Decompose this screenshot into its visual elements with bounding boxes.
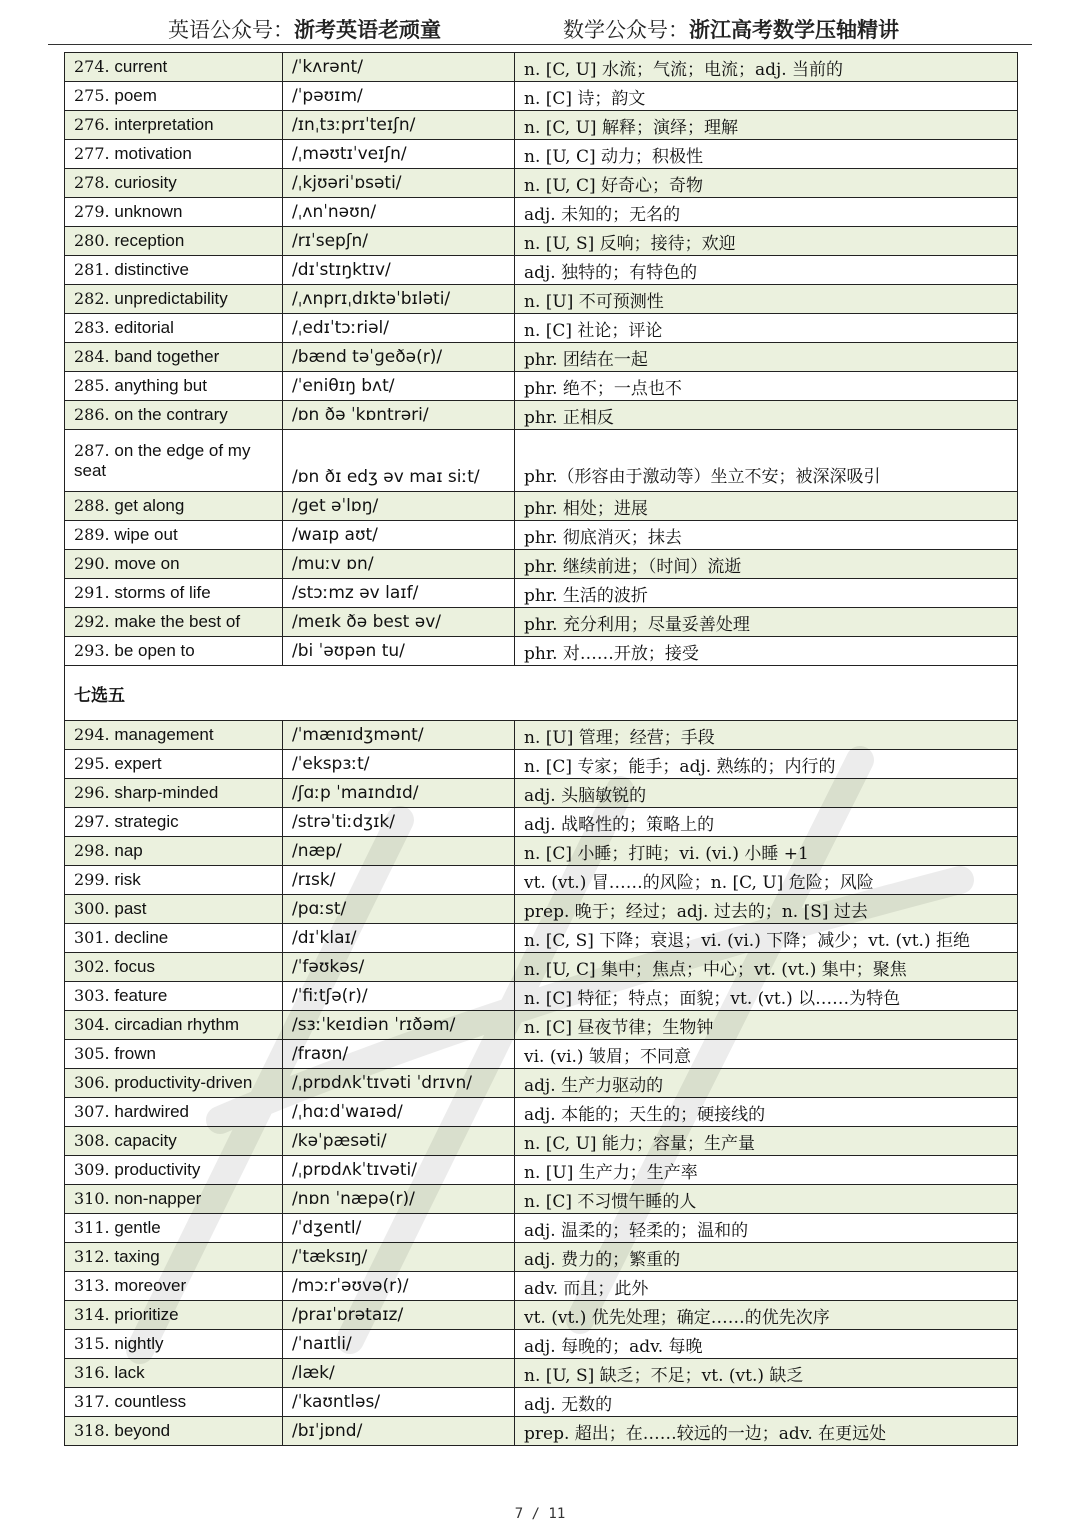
entry-number: 312. bbox=[74, 1247, 110, 1266]
entry-word: hardwired bbox=[114, 1102, 190, 1121]
meaning-cell: prep. 晚于；经过；adj. 过去的；n. [S] 过去 bbox=[515, 895, 1018, 924]
entry-word: expert bbox=[114, 754, 162, 773]
entry-number: 308. bbox=[74, 1131, 110, 1150]
entry-word: lack bbox=[114, 1363, 145, 1382]
entry-number: 315. bbox=[74, 1334, 110, 1353]
entry-word: unknown bbox=[114, 202, 183, 221]
vocabulary-rows-part-1 bbox=[65, 53, 1018, 666]
vocab-entry-cell bbox=[65, 924, 283, 953]
vocab-entry-cell bbox=[65, 1156, 283, 1185]
entry-word: nightly bbox=[114, 1334, 164, 1353]
vocab-entry-cell bbox=[65, 608, 283, 637]
meaning-cell: adj. 费力的；繁重的 bbox=[515, 1243, 1018, 1272]
meaning-cell: phr. 绝不；一点也不 bbox=[515, 372, 1018, 401]
phonetic-cell: /kəˈpæsəti/ bbox=[283, 1127, 515, 1156]
phonetic-cell: /ˌhɑːdˈwaɪəd/ bbox=[283, 1098, 515, 1127]
phonetic-cell: /ˈkʌrənt/ bbox=[283, 53, 515, 82]
phonetic-cell: /ˌprɒdʌkˈtɪvəti/ bbox=[283, 1156, 515, 1185]
meaning-cell: phr. 充分利用；尽量妥善处理 bbox=[515, 608, 1018, 637]
vocab-entry-cell bbox=[65, 140, 283, 169]
meaning-cell: n. [C, U] 解释；演绎；理解 bbox=[515, 111, 1018, 140]
phonetic-cell: /ˌedɪˈtɔːriəl/ bbox=[283, 314, 515, 343]
vocab-row bbox=[65, 53, 1018, 82]
phonetic-cell: /strəˈtiːdʒɪk/ bbox=[283, 808, 515, 837]
entry-number: 291. bbox=[74, 583, 110, 602]
vocab-entry-cell bbox=[65, 1011, 283, 1040]
vocab-entry-cell bbox=[65, 1301, 283, 1330]
phonetic-cell: /dɪˈstɪŋktɪv/ bbox=[283, 256, 515, 285]
page-header bbox=[48, 8, 1032, 45]
vocabulary-table bbox=[64, 52, 1018, 1446]
vocab-entry-cell bbox=[65, 953, 283, 982]
entry-word: poem bbox=[114, 86, 157, 105]
meaning-cell: vt. (vt.) 优先处理；确定……的优先次序 bbox=[515, 1301, 1018, 1330]
vocab-row bbox=[65, 1098, 1018, 1127]
entry-number: 276. bbox=[74, 115, 110, 134]
vocab-row bbox=[65, 779, 1018, 808]
entry-word: past bbox=[114, 899, 147, 918]
vocab-row bbox=[65, 866, 1018, 895]
entry-number: 283. bbox=[74, 318, 110, 337]
vocab-entry-cell bbox=[65, 198, 283, 227]
vocab-entry-cell bbox=[65, 53, 283, 82]
vocab-row bbox=[65, 924, 1018, 953]
meaning-cell: n. [U, S] 缺乏；不足；vt. (vt.) 缺乏 bbox=[515, 1359, 1018, 1388]
meaning-cell: n. [U, S] 反响；接待；欢迎 bbox=[515, 227, 1018, 256]
phonetic-cell: /ɡet əˈlɒŋ/ bbox=[283, 492, 515, 521]
vocab-row bbox=[65, 372, 1018, 401]
meaning-cell: adj. 生产力驱动的 bbox=[515, 1069, 1018, 1098]
phonetic-cell: /ɪnˌtɜːprɪˈteɪʃn/ bbox=[283, 111, 515, 140]
vocab-entry-cell bbox=[65, 82, 283, 111]
meaning-cell: n. [U, C] 集中；焦点；中心；vt. (vt.) 集中；聚焦 bbox=[515, 953, 1018, 982]
vocab-row bbox=[65, 169, 1018, 198]
vocab-entry-cell bbox=[65, 401, 283, 430]
vocab-entry-cell bbox=[65, 492, 283, 521]
entry-number: 301. bbox=[74, 928, 110, 947]
meaning-cell: adv. 而且；此外 bbox=[515, 1272, 1018, 1301]
phonetic-cell: /mɔːrˈəʊvə(r)/ bbox=[283, 1272, 515, 1301]
entry-number: 294. bbox=[74, 725, 110, 744]
vocab-row bbox=[65, 608, 1018, 637]
meaning-cell: n. [C] 诗；韵文 bbox=[515, 82, 1018, 111]
entry-word: focus bbox=[114, 957, 155, 976]
entry-number: 277. bbox=[74, 144, 110, 163]
vocab-row bbox=[65, 256, 1018, 285]
entry-number: 316. bbox=[74, 1363, 110, 1382]
entry-word: wipe out bbox=[114, 525, 178, 544]
vocab-entry-cell bbox=[65, 1214, 283, 1243]
phonetic-cell: /fraʊn/ bbox=[283, 1040, 515, 1069]
entry-word: move on bbox=[114, 554, 180, 573]
section-heading-row-group bbox=[65, 666, 1018, 721]
vocab-entry-cell bbox=[65, 372, 283, 401]
entry-word: unpredictability bbox=[114, 289, 228, 308]
vocab-entry-cell bbox=[65, 1417, 283, 1446]
entry-word: distinctive bbox=[114, 260, 189, 279]
phonetic-cell: /ˈmænɪdʒmənt/ bbox=[283, 721, 515, 750]
entry-word: make the best of bbox=[114, 612, 241, 631]
meaning-cell: phr. 团结在一起 bbox=[515, 343, 1018, 372]
phonetic-cell: /ˌʌnprɪˌdɪktəˈbɪləti/ bbox=[283, 285, 515, 314]
phonetic-cell: /ˌprɒdʌkˈtɪvəti ˈdrɪvn/ bbox=[283, 1069, 515, 1098]
meaning-cell: n. [U] 管理；经营；手段 bbox=[515, 721, 1018, 750]
vocab-row bbox=[65, 1359, 1018, 1388]
phonetic-cell: /nɒn ˈnæpə(r)/ bbox=[283, 1185, 515, 1214]
entry-number: 305. bbox=[74, 1044, 110, 1063]
vocab-entry-cell bbox=[65, 521, 283, 550]
phonetic-cell: /næp/ bbox=[283, 837, 515, 866]
vocab-row bbox=[65, 1272, 1018, 1301]
meaning-cell: n. [C, U] 能力；容量；生产量 bbox=[515, 1127, 1018, 1156]
entry-number: 307. bbox=[74, 1102, 110, 1121]
entry-word: interpretation bbox=[114, 115, 214, 134]
vocab-row bbox=[65, 492, 1018, 521]
vocab-row bbox=[65, 1040, 1018, 1069]
phonetic-cell: /ˈtæksɪŋ/ bbox=[283, 1243, 515, 1272]
entry-number: 274. bbox=[74, 57, 110, 76]
entry-word: circadian rhythm bbox=[114, 1015, 240, 1034]
meaning-cell: phr. 生活的波折 bbox=[515, 579, 1018, 608]
vocab-entry-cell bbox=[65, 1272, 283, 1301]
entry-number: 303. bbox=[74, 986, 110, 1005]
vocab-entry-cell bbox=[65, 579, 283, 608]
vocab-row bbox=[65, 808, 1018, 837]
phonetic-cell: /muːv ɒn/ bbox=[283, 550, 515, 579]
entry-word: editorial bbox=[114, 318, 174, 337]
vocab-entry-cell bbox=[65, 721, 283, 750]
vocab-row bbox=[65, 953, 1018, 982]
phonetic-cell: /waɪp aʊt/ bbox=[283, 521, 515, 550]
entry-number: 282. bbox=[74, 289, 110, 308]
vocab-entry-cell bbox=[65, 256, 283, 285]
entry-word: strategic bbox=[114, 812, 179, 831]
meaning-cell: prep. 超出；在……较远的一边；adv. 在更远处 bbox=[515, 1417, 1018, 1446]
meaning-cell: adj. 本能的；天生的；硬接线的 bbox=[515, 1098, 1018, 1127]
phonetic-cell: /bænd təˈɡeðə(r)/ bbox=[283, 343, 515, 372]
meaning-cell: n. [U] 不可预测性 bbox=[515, 285, 1018, 314]
entry-number: 280. bbox=[74, 231, 110, 250]
meaning-cell: adj. 独特的；有特色的 bbox=[515, 256, 1018, 285]
entry-word: countless bbox=[114, 1392, 187, 1411]
vocab-row bbox=[65, 343, 1018, 372]
page-number: 7 / 11 bbox=[514, 1506, 566, 1522]
vocab-row bbox=[65, 82, 1018, 111]
entry-number: 302. bbox=[74, 957, 110, 976]
meaning-cell: n. [C] 社论；评论 bbox=[515, 314, 1018, 343]
entry-number: 285. bbox=[74, 376, 110, 395]
vocab-row bbox=[65, 227, 1018, 256]
entry-number: 313. bbox=[74, 1276, 110, 1295]
meaning-cell: phr. 相处；进展 bbox=[515, 492, 1018, 521]
entry-number: 288. bbox=[74, 496, 110, 515]
vocab-row bbox=[65, 1214, 1018, 1243]
english-account-label: 英语公众号：浙考英语老顽童 bbox=[168, 17, 441, 42]
entry-number: 296. bbox=[74, 783, 110, 802]
meaning-cell: n. [C] 小睡；打盹；vi. (vi.) 小睡 +1 bbox=[515, 837, 1018, 866]
entry-number: 286. bbox=[74, 405, 110, 424]
vocab-entry-cell bbox=[65, 285, 283, 314]
phonetic-cell: /ˈkaʊntləs/ bbox=[283, 1388, 515, 1417]
meaning-cell: phr. 继续前进；（时间）流逝 bbox=[515, 550, 1018, 579]
entry-word: storms of life bbox=[114, 583, 211, 602]
vocab-row bbox=[65, 430, 1018, 492]
entry-word: be open to bbox=[114, 641, 195, 660]
entry-word: nap bbox=[114, 841, 143, 860]
phonetic-cell: /ˈpəʊɪm/ bbox=[283, 82, 515, 111]
entry-word: prioritize bbox=[114, 1305, 179, 1324]
meaning-cell: n. [C, S] 下降；衰退；vi. (vi.) 下降；减少；vt. (vt.) 拒绝 bbox=[515, 924, 1018, 953]
vocab-entry-cell bbox=[65, 1069, 283, 1098]
vocab-entry-cell bbox=[65, 1185, 283, 1214]
vocab-entry-cell bbox=[65, 111, 283, 140]
vocab-row bbox=[65, 837, 1018, 866]
vocab-entry-cell bbox=[65, 808, 283, 837]
section-title: 七选五 bbox=[65, 666, 1018, 721]
meaning-cell: adj. 温柔的；轻柔的；温和的 bbox=[515, 1214, 1018, 1243]
entry-word: taxing bbox=[114, 1247, 160, 1266]
entry-word: get along bbox=[114, 496, 185, 515]
vocab-row bbox=[65, 1243, 1018, 1272]
vocab-entry-cell bbox=[65, 837, 283, 866]
entry-word: frown bbox=[114, 1044, 156, 1063]
entry-number: 295. bbox=[74, 754, 110, 773]
phonetic-cell: /ɒn ðɪ edʒ əv maɪ siːt/ bbox=[283, 430, 515, 492]
meaning-cell: adj. 未知的；无名的 bbox=[515, 198, 1018, 227]
vocab-row bbox=[65, 1011, 1018, 1040]
entry-number: 279. bbox=[74, 202, 110, 221]
phonetic-cell: /ˈfiːtʃə(r)/ bbox=[283, 982, 515, 1011]
vocab-row bbox=[65, 1330, 1018, 1359]
vocab-entry-cell bbox=[65, 1127, 283, 1156]
vocab-entry-cell bbox=[65, 1098, 283, 1127]
vocab-row bbox=[65, 750, 1018, 779]
meaning-cell: adj. 每晚的；adv. 每晚 bbox=[515, 1330, 1018, 1359]
meaning-cell: adj. 无数的 bbox=[515, 1388, 1018, 1417]
meaning-cell: adj. 战略性的；策略上的 bbox=[515, 808, 1018, 837]
phonetic-cell: /ˈdʒentl/ bbox=[283, 1214, 515, 1243]
meaning-cell: n. [C] 特征；特点；面貌；vt. (vt.) 以……为特色 bbox=[515, 982, 1018, 1011]
phonetic-cell: /pɑːst/ bbox=[283, 895, 515, 924]
vocab-row bbox=[65, 1301, 1018, 1330]
phonetic-cell: /læk/ bbox=[283, 1359, 515, 1388]
entry-word: band together bbox=[114, 347, 220, 366]
entry-word: non-napper bbox=[114, 1189, 202, 1208]
entry-number: 298. bbox=[74, 841, 110, 860]
meaning-cell: n. [U] 生产力；生产率 bbox=[515, 1156, 1018, 1185]
phonetic-cell: /ˈfəʊkəs/ bbox=[283, 953, 515, 982]
vocabulary-rows-part-2 bbox=[65, 721, 1018, 1446]
phonetic-cell: /sɜːˈkeɪdiən ˈrɪðəm/ bbox=[283, 1011, 515, 1040]
vocab-row bbox=[65, 111, 1018, 140]
entry-word: curiosity bbox=[114, 173, 177, 192]
meaning-cell: vt. (vt.) 冒……的风险；n. [C, U] 危险；风险 bbox=[515, 866, 1018, 895]
vocab-entry-cell bbox=[65, 750, 283, 779]
phonetic-cell: /ˈeniθɪŋ bʌt/ bbox=[283, 372, 515, 401]
meaning-cell: adj. 头脑敏锐的 bbox=[515, 779, 1018, 808]
vocab-row bbox=[65, 198, 1018, 227]
vocab-row bbox=[65, 1069, 1018, 1098]
entry-word: on the edge of my seat bbox=[74, 440, 251, 480]
meaning-cell: n. [C, U] 水流；气流；电流；adj. 当前的 bbox=[515, 53, 1018, 82]
entry-number: 289. bbox=[74, 525, 110, 544]
vocab-row bbox=[65, 721, 1018, 750]
entry-word: beyond bbox=[114, 1421, 171, 1440]
entry-number: 314. bbox=[74, 1305, 110, 1324]
entry-number: 297. bbox=[74, 812, 110, 831]
meaning-cell: n. [C] 不习惯午睡的人 bbox=[515, 1185, 1018, 1214]
vocab-entry-cell bbox=[65, 343, 283, 372]
meaning-cell: phr.（形容由于激动等）坐立不安；被深深吸引 bbox=[515, 430, 1018, 492]
vocab-entry-cell bbox=[65, 982, 283, 1011]
math-account-label: 数学公众号：浙江高考数学压轴精讲 bbox=[563, 17, 899, 42]
vocab-entry-cell bbox=[65, 550, 283, 579]
vocab-row bbox=[65, 637, 1018, 666]
vocab-row bbox=[65, 1185, 1018, 1214]
entry-number: 309. bbox=[74, 1160, 110, 1179]
entry-number: 311. bbox=[74, 1218, 110, 1237]
entry-number: 281. bbox=[74, 260, 110, 279]
vocab-entry-cell bbox=[65, 779, 283, 808]
phonetic-cell: /ˌʌnˈnəʊn/ bbox=[283, 198, 515, 227]
phonetic-cell: /rɪˈsepʃn/ bbox=[283, 227, 515, 256]
entry-number: 306. bbox=[74, 1073, 110, 1092]
phonetic-cell: /meɪk ðə best əv/ bbox=[283, 608, 515, 637]
meaning-cell: phr. 正相反 bbox=[515, 401, 1018, 430]
entry-word: gentle bbox=[114, 1218, 161, 1237]
vocab-row bbox=[65, 401, 1018, 430]
meaning-cell: n. [U, C] 好奇心；奇物 bbox=[515, 169, 1018, 198]
vocab-row bbox=[65, 982, 1018, 1011]
vocab-row bbox=[65, 550, 1018, 579]
vocab-entry-cell bbox=[65, 1359, 283, 1388]
vocab-entry-cell bbox=[65, 169, 283, 198]
meaning-cell: phr. 彻底消灭；抹去 bbox=[515, 521, 1018, 550]
entry-number: 293. bbox=[74, 641, 110, 660]
vocab-entry-cell bbox=[65, 314, 283, 343]
phonetic-cell: /bɪˈjɒnd/ bbox=[283, 1417, 515, 1446]
vocab-row bbox=[65, 314, 1018, 343]
vocab-row bbox=[65, 895, 1018, 924]
meaning-cell: n. [C] 昼夜节律；生物钟 bbox=[515, 1011, 1018, 1040]
vocab-entry-cell bbox=[65, 1040, 283, 1069]
phonetic-cell: /dɪˈklaɪ/ bbox=[283, 924, 515, 953]
meaning-cell: vi. (vi.) 皱眉；不同意 bbox=[515, 1040, 1018, 1069]
phonetic-cell: /stɔːmz əv laɪf/ bbox=[283, 579, 515, 608]
entry-number: 290. bbox=[74, 554, 110, 573]
vocab-row bbox=[65, 1156, 1018, 1185]
meaning-cell: phr. 对……开放；接受 bbox=[515, 637, 1018, 666]
meaning-cell: n. [C] 专家；能手；adj. 熟练的；内行的 bbox=[515, 750, 1018, 779]
phonetic-cell: /praɪˈɒrətaɪz/ bbox=[283, 1301, 515, 1330]
entry-word: current bbox=[114, 57, 168, 76]
entry-number: 275. bbox=[74, 86, 110, 105]
entry-word: on the contrary bbox=[114, 405, 228, 424]
vocab-entry-cell bbox=[65, 430, 283, 492]
vocab-entry-cell bbox=[65, 1388, 283, 1417]
entry-word: feature bbox=[114, 986, 168, 1005]
entry-word: anything but bbox=[114, 376, 207, 395]
entry-number: 310. bbox=[74, 1189, 110, 1208]
vocab-row bbox=[65, 1417, 1018, 1446]
vocab-row bbox=[65, 521, 1018, 550]
phonetic-cell: /rɪsk/ bbox=[283, 866, 515, 895]
entry-word: moreover bbox=[114, 1276, 187, 1295]
entry-word: risk bbox=[114, 870, 141, 889]
entry-number: 292. bbox=[74, 612, 110, 631]
vocab-row bbox=[65, 579, 1018, 608]
entry-number: 300. bbox=[74, 899, 110, 918]
vocab-entry-cell bbox=[65, 227, 283, 256]
phonetic-cell: /ˈnaɪtli/ bbox=[283, 1330, 515, 1359]
vocab-row bbox=[65, 140, 1018, 169]
phonetic-cell: /ʃɑːp ˈmaɪndɪd/ bbox=[283, 779, 515, 808]
entry-word: productivity bbox=[114, 1160, 201, 1179]
phonetic-cell: /ɒn ðə ˈkɒntrəri/ bbox=[283, 401, 515, 430]
vocab-entry-cell bbox=[65, 1243, 283, 1272]
entry-word: management bbox=[114, 725, 214, 744]
entry-number: 317. bbox=[74, 1392, 110, 1411]
entry-number: 304. bbox=[74, 1015, 110, 1034]
entry-word: reception bbox=[114, 231, 185, 250]
entry-word: motivation bbox=[114, 144, 192, 163]
section-heading-row bbox=[65, 666, 1018, 721]
phonetic-cell: /ˈekspɜːt/ bbox=[283, 750, 515, 779]
vocab-entry-cell bbox=[65, 866, 283, 895]
phonetic-cell: /ˌməʊtɪˈveɪʃn/ bbox=[283, 140, 515, 169]
entry-number: 318. bbox=[74, 1421, 110, 1440]
entry-word: sharp-minded bbox=[114, 783, 219, 802]
entry-number: 287. bbox=[74, 440, 110, 460]
entry-number: 284. bbox=[74, 347, 110, 366]
phonetic-cell: /bi ˈəʊpən tu/ bbox=[283, 637, 515, 666]
phonetic-cell: /ˌkjʊəriˈɒsəti/ bbox=[283, 169, 515, 198]
entry-number: 299. bbox=[74, 870, 110, 889]
vocab-entry-cell bbox=[65, 637, 283, 666]
vocab-row bbox=[65, 285, 1018, 314]
entry-word: productivity-driven bbox=[114, 1073, 253, 1092]
vocab-entry-cell bbox=[65, 895, 283, 924]
entry-word: capacity bbox=[114, 1131, 177, 1150]
meaning-cell: n. [U, C] 动力；积极性 bbox=[515, 140, 1018, 169]
vocab-entry-cell bbox=[65, 1330, 283, 1359]
entry-number: 278. bbox=[74, 173, 110, 192]
vocab-row bbox=[65, 1127, 1018, 1156]
entry-word: decline bbox=[114, 928, 169, 947]
vocab-row bbox=[65, 1388, 1018, 1417]
